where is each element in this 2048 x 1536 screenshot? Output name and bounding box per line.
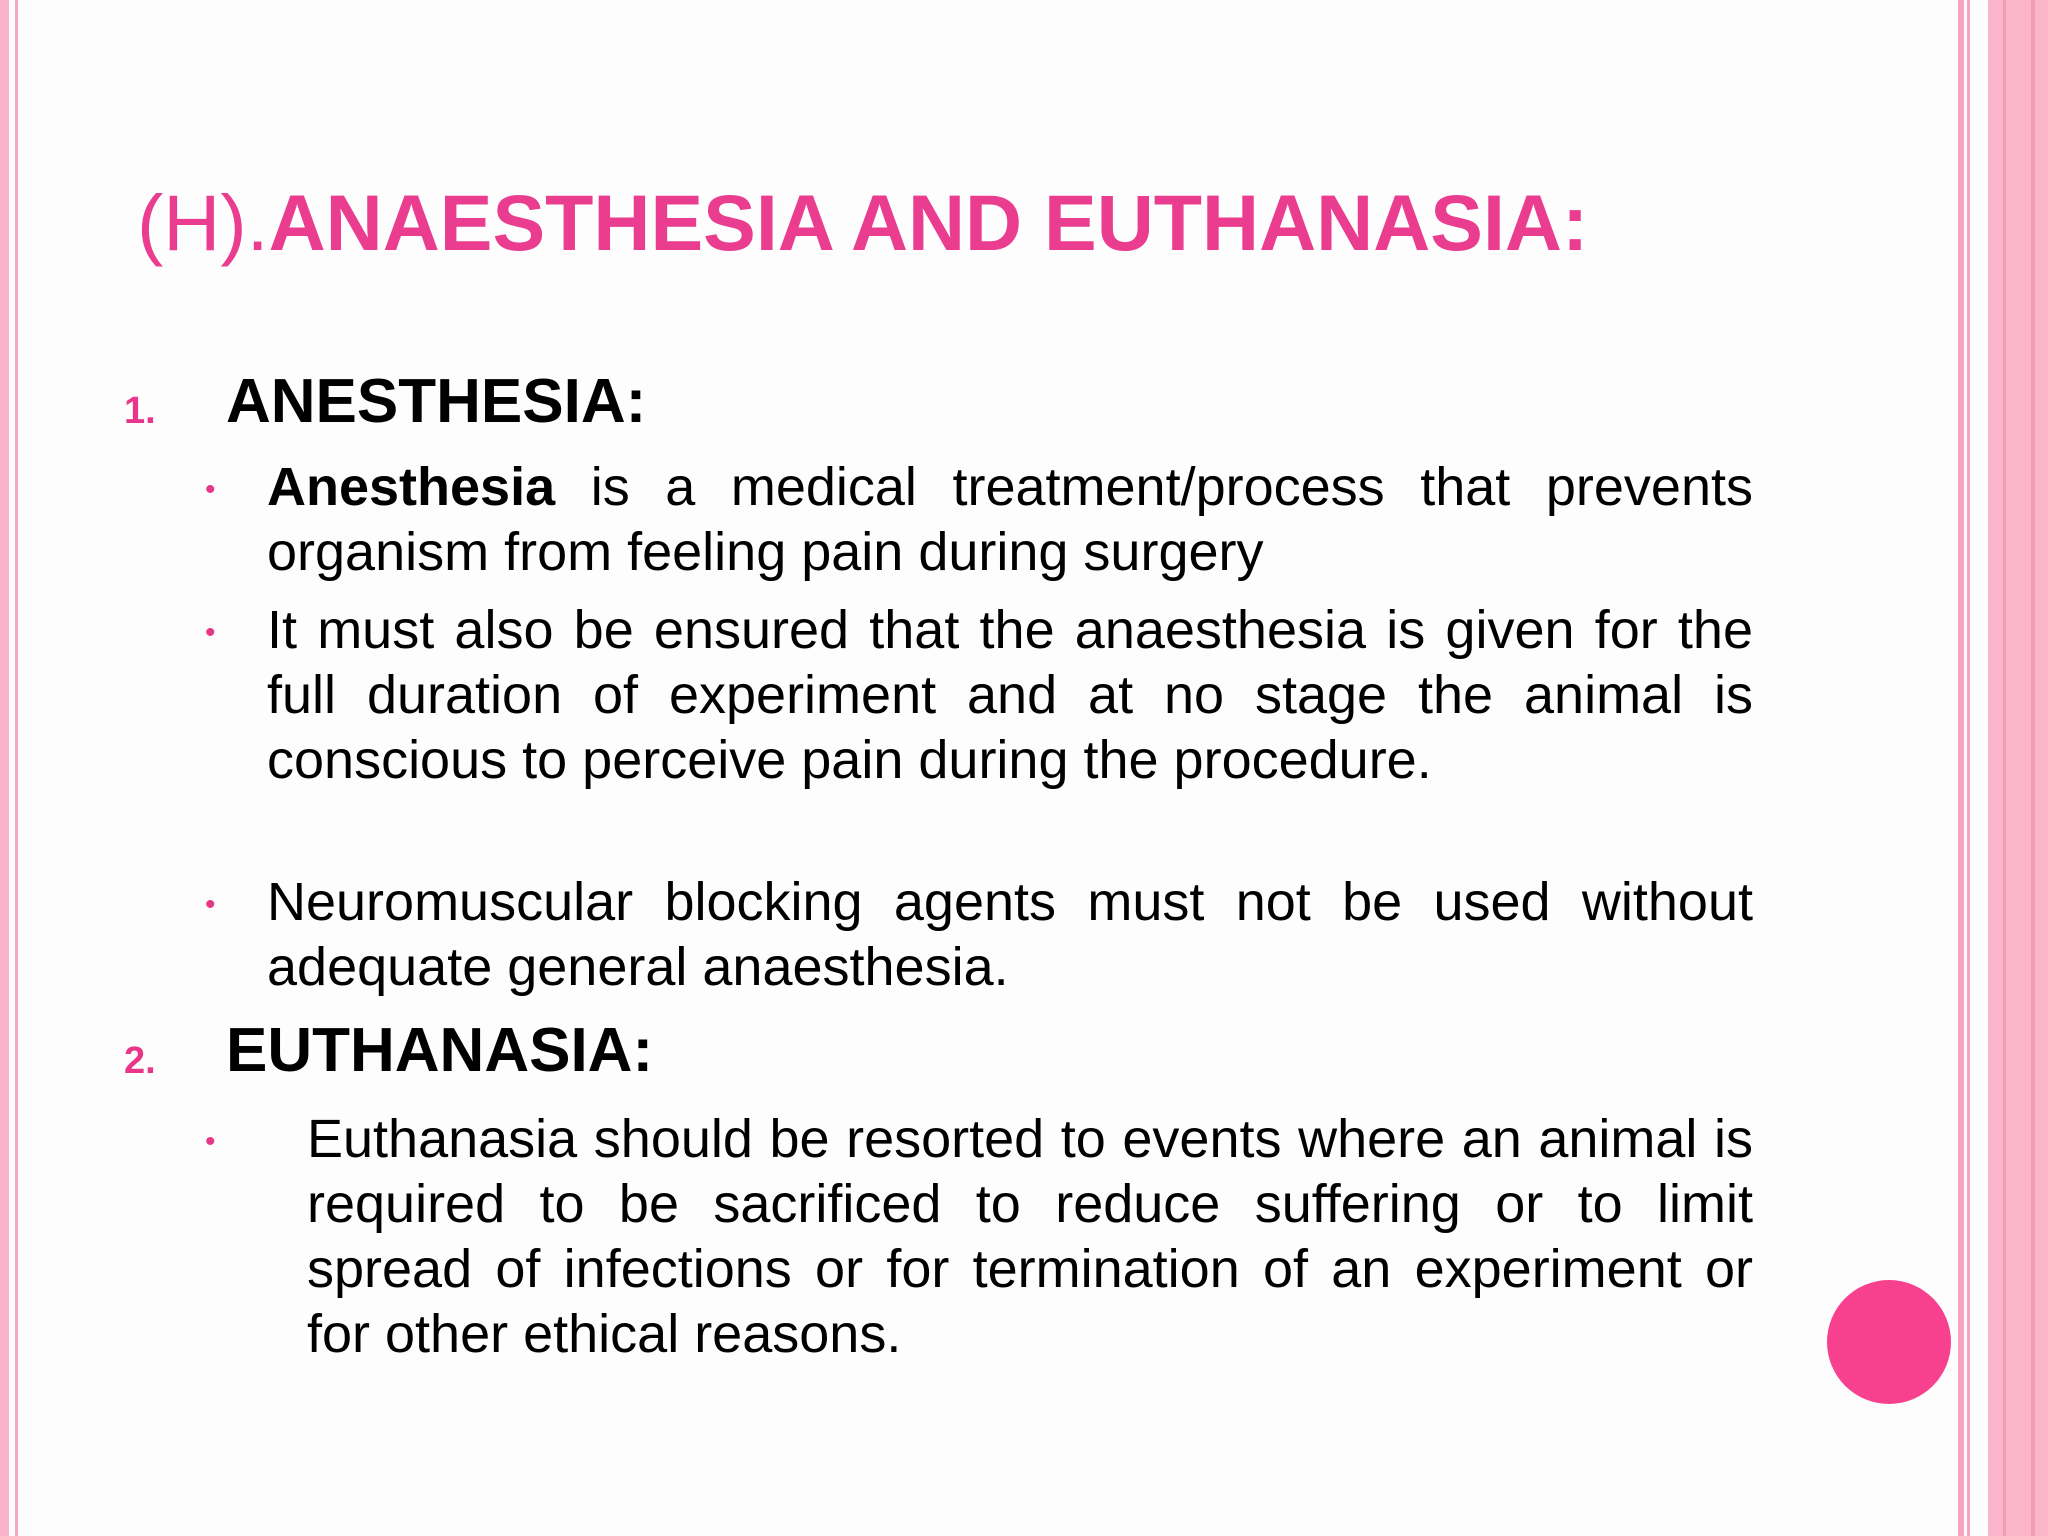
section-number-2: 2. [124, 1040, 156, 1082]
left-border-line [15, 0, 18, 1536]
section-number-1: 1. [124, 390, 156, 432]
bullet-icon: • [205, 888, 216, 921]
decorative-circle [1827, 1280, 1951, 1404]
right-border-stripe [1958, 0, 1964, 1536]
bullet-icon: • [205, 473, 216, 506]
slide-title [137, 178, 1588, 268]
bullet-icon: • [205, 1125, 216, 1158]
right-border-band [1988, 0, 2048, 1536]
title-prefix: (H). [137, 178, 269, 267]
title-main: ANAESTHESIA AND EUTHANASIA: [268, 178, 1589, 267]
bullet-text [267, 455, 1753, 585]
bullet-text: It must also be ensured that the anaesthesia is given for the full duration of experiment and at no stage the animal is conscious to perceive pain during the procedure. [267, 600, 1753, 790]
bullet-bold-term: Anesthesia [267, 457, 556, 517]
bullet-text: Euthanasia should be resorted to events where an animal is required to be sacrificed to reduce suffering or to limit spread of infections or for termination of an experiment or for other ethical reasons. [307, 1109, 1753, 1364]
bullet-icon: • [205, 616, 216, 649]
left-border-bar [0, 0, 9, 1536]
section-heading-euthanasia: EUTHANASIA: [226, 1016, 654, 1085]
bullet-rest: is a medical treatment/process that prevents organism from feeling pain during surgery [267, 457, 1753, 582]
right-border-stripe [1967, 0, 1970, 1536]
section-heading-anesthesia: ANESTHESIA: [226, 367, 647, 436]
right-border-stripe [2031, 0, 2035, 1536]
right-border-stripe [2003, 0, 2006, 1536]
bullet-text: Neuromuscular blocking agents must not be used without adequate general anaesthesia. [267, 872, 1753, 997]
